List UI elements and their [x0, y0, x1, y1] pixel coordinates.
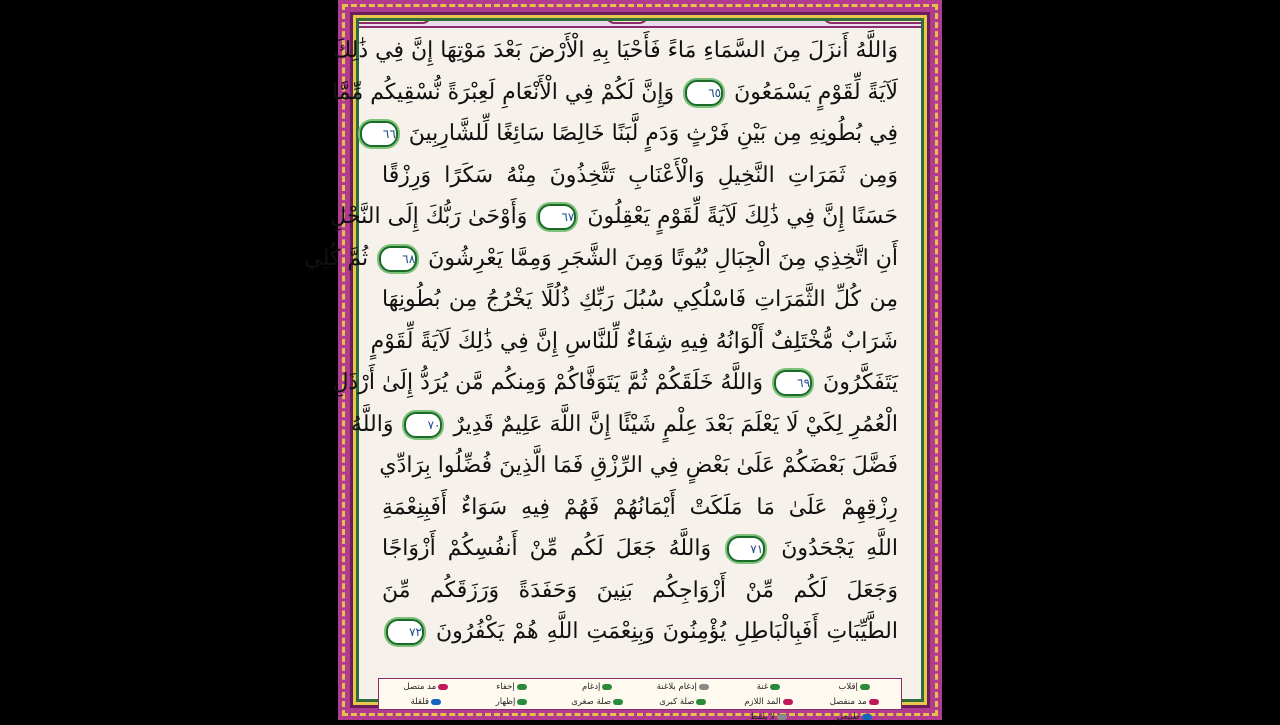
text-line	[382, 279, 898, 321]
text-line	[332, 72, 898, 114]
legend-item	[469, 695, 555, 710]
legend-swatch	[783, 699, 793, 705]
legend-swatch	[696, 699, 706, 705]
legend-swatch	[699, 684, 709, 690]
legend-swatch	[602, 684, 612, 690]
legend-swatch	[431, 699, 441, 705]
text-line	[333, 30, 898, 72]
legend-swatch	[517, 699, 527, 705]
tajweed-legend	[378, 678, 902, 722]
legend-item	[469, 680, 555, 695]
ayah-number-marker: ٧٠	[404, 412, 442, 438]
verse-text: مِن كُلِّ الثَّمَرَاتِ فَاسْلُكِي سُبُلَ رَبِّكِ ذُلُلًا يَخْرُجُ مِن بُطُونِهَا	[382, 287, 898, 312]
verse-text: فَضَّلَ بَعْضَكُمْ عَلَىٰ بَعْضٍ فِي الرِّزْقِ فَمَا الَّذِينَ فُضِّلُوا بِرَادِّي	[379, 453, 898, 478]
ayah-number-marker: ٦٥	[685, 80, 723, 106]
text-line	[350, 404, 898, 446]
legend-item	[811, 695, 897, 710]
verse-text: الطَّيِّبَاتِ أَفَبِالْبَاطِلِ يُؤْمِنُونَ وَبِنِعْمَتِ اللَّهِ هُمْ يَكْفُرُونَ	[436, 619, 898, 644]
legend-swatch	[770, 684, 780, 690]
text-line	[382, 487, 898, 529]
legend-label: إظهار	[495, 697, 516, 707]
verse-text: وَمِن ثَمَرَاتِ النَّخِيلِ وَالْأَعْنَابِ تَتَّخِذُونَ مِنْهُ سَكَرًا وَرِزْقًا	[382, 162, 898, 188]
legend-label: مد منفصل	[829, 697, 867, 707]
verse-text: وَجَعَلَ لَكُم مِّنْ أَزْوَاجِكُم بَنِينَ وَحَفَدَةً وَرَزَقَكُم مِّنَ	[382, 577, 898, 603]
ayah-number-marker: ٦٨	[379, 246, 417, 272]
text-line	[382, 611, 898, 653]
legend-swatch	[438, 684, 448, 690]
verse-text: وَاللَّهُ	[350, 411, 394, 437]
quran-text-block	[304, 30, 898, 666]
verse-text: وَاللَّهُ جَعَلَ لَكُم مِّنْ أَنفُسِكُمْ أَزْوَاجًا	[382, 536, 712, 561]
legend-item	[383, 680, 469, 695]
text-line	[382, 155, 898, 197]
text-line	[382, 113, 898, 155]
legend-item	[383, 695, 469, 710]
verse-text: وَأَوْحَىٰ رَبُّكَ إِلَى النَّحْلِ	[330, 204, 528, 229]
legend-label: طبيعي	[836, 712, 860, 722]
legend-item	[640, 680, 726, 695]
verse-text: لَآيَةً لِّقَوْمٍ يَسْمَعُونَ	[734, 79, 898, 105]
legend-label: مد متصل	[403, 682, 437, 692]
legend-label: إدغام	[581, 682, 601, 692]
text-line	[370, 321, 898, 363]
legend-item	[811, 710, 897, 725]
verse-text: يَتَفَكَّرُونَ	[823, 370, 898, 395]
legend-label: صلة صغرى	[571, 697, 612, 707]
page-number: ٢٧٤	[605, 2, 648, 24]
legend-item	[554, 680, 640, 695]
legend-item	[726, 710, 812, 725]
legend-label: المد اللازم	[744, 697, 781, 707]
ayah-number-marker: ٧١	[727, 536, 765, 562]
legend-label: غنة	[756, 682, 769, 692]
verse-text: حَسَنًا إِنَّ فِي ذَٰلِكَ لَآيَةً لِّقَوْمٍ يَعْقِلُونَ	[587, 204, 898, 229]
legend-label: إقلاب	[838, 682, 858, 692]
text-line	[304, 238, 898, 280]
legend-item	[726, 695, 812, 710]
juz-label: الجزء الرابع عشر	[822, 2, 932, 24]
legend-item	[811, 680, 897, 695]
verse-text: ثُمَّ كُلِي	[304, 245, 369, 271]
legend-item	[726, 680, 812, 695]
legend-label: صلة كبرى	[659, 697, 695, 707]
ayah-number-marker: ٦٦	[360, 121, 398, 147]
legend-swatch	[869, 699, 879, 705]
legend-label: إدغام بلاغنة	[656, 682, 697, 692]
text-line	[382, 528, 898, 570]
verse-text: فِي بُطُونِهِ مِن بَيْنِ فَرْثٍ وَدَمٍ لَّبَنًا خَالِصًا سَائِغًا لِّلشَّارِبِينَ	[408, 121, 898, 146]
verse-text: اللَّهِ يَجْحَدُونَ	[781, 536, 898, 561]
legend-label: إخفاء	[496, 682, 515, 692]
verse-text: وَاللَّهُ خَلَقَكُمْ ثُمَّ يَتَوَفَّاكُمْ وَمِنكُم مَّن يُرَدُّ إِلَىٰ أَرْذَلِ	[332, 370, 764, 395]
verse-text: شَرَابٌ مُّخْتَلِفٌ أَلْوَانُهُ فِيهِ شِفَاءٌ لِّلنَّاسِ إِنَّ فِي ذَٰلِكَ لَآيَةً لِّقَوْمٍ	[370, 328, 898, 354]
verse-text: رِزْقِهِمْ عَلَىٰ مَا مَلَكَتْ أَيْمَانُهُمْ فَهُمْ فِيهِ سَوَاءٌ أَفَبِنِعْمَةِ	[382, 494, 898, 520]
legend-label: قلقلة	[410, 697, 430, 707]
text-line	[382, 570, 898, 612]
legend-swatch	[613, 699, 623, 705]
ayah-number-marker: ٦٩	[774, 370, 812, 396]
surah-name: سورة النحل	[348, 2, 432, 24]
verse-text: وَإِنَّ لَكُمْ فِي الْأَنْعَامِ لَعِبْرَةً نُّسْقِيكُم مِّمَّا	[332, 79, 675, 105]
text-line	[332, 362, 898, 404]
ayah-number-marker: ٧٢	[386, 619, 424, 645]
legend-swatch	[862, 714, 872, 720]
mushaf-page	[304, 0, 942, 722]
legend-swatch	[517, 684, 527, 690]
legend-item	[554, 695, 640, 710]
verse-text: وَاللَّهُ أَنزَلَ مِنَ السَّمَاءِ مَاءً فَأَحْيَا بِهِ الْأَرْضَ بَعْدَ مَوْتِهَا إِنَّ فِي ذَٰلِكَ	[333, 38, 898, 63]
verse-text: الْعُمُرِ لِكَيْ لَا يَعْلَمَ بَعْدَ عِلْمٍ شَيْئًا إِنَّ اللَّهَ عَلِيمٌ قَدِيرٌ	[453, 411, 898, 437]
text-line	[379, 445, 898, 487]
ayah-number-marker: ٦٧	[538, 204, 576, 230]
legend-item	[640, 695, 726, 710]
legend-label: لا يلفظ	[749, 712, 776, 722]
legend-swatch	[860, 684, 870, 690]
verse-text: أَنِ اتَّخِذِي مِنَ الْجِبَالِ بُيُوتًا وَمِنَ الشَّجَرِ وَمِمَّا يَعْرِشُونَ	[428, 245, 898, 271]
legend-swatch	[777, 714, 787, 720]
text-line	[330, 196, 898, 238]
